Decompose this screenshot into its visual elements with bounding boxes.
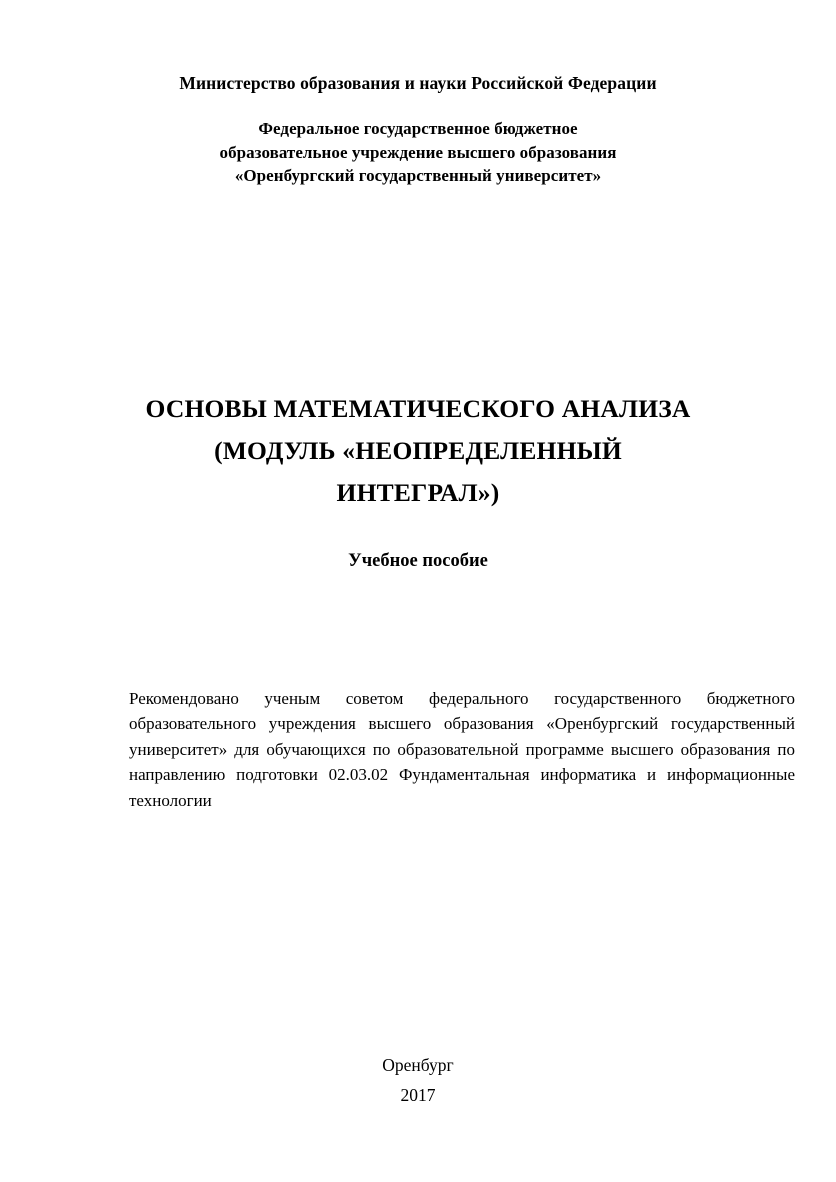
title-line-2: (МОДУЛЬ «НЕОПРЕДЕЛЕННЫЙ [214,436,622,465]
institution-line-1: Федеральное государственное бюджетное [258,119,578,138]
imprint-year: 2017 [400,1085,436,1105]
ministry-line: Министерство образования и науки Российской Федерации [179,73,657,93]
subtitle [0,549,836,573]
imprint [0,1050,836,1110]
subtitle-text: Учебное пособие [348,551,488,571]
page-title [60,388,776,514]
institution-block [0,117,836,188]
recommendation-block [129,686,795,838]
title-line-1: ОСНОВЫ МАТЕМАТИЧЕСКОГО АНАЛИЗА [145,394,691,423]
institution-line-3: «Оренбургский государственный университет» [234,166,602,185]
masthead [0,72,836,188]
recommendation-text: Рекомендовано ученым советом федерального государственного бюджетного образовательного учреждения высшего образования «Оренбургский государственный университет» для обучающихся по образовательной программе высшего образования по направлению подготовки 02.03.02 Фундаментальная информатика и информационные технологии [129,689,795,810]
imprint-city: Оренбург [382,1055,454,1075]
title-line-3: ИНТЕГРАЛ») [336,478,500,507]
institution-line-2: образовательное учреждение высшего образования [219,142,617,162]
